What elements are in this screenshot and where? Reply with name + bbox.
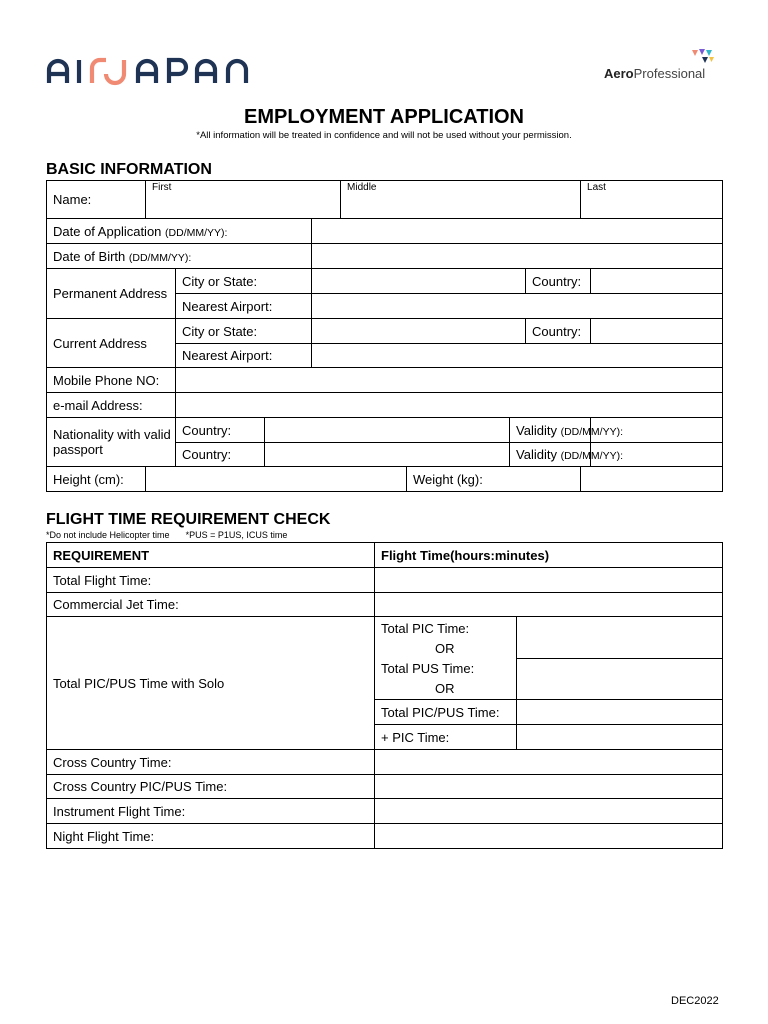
flight-time-column-header: Flight Time(hours:minutes) [375, 543, 723, 568]
passport1-country-field[interactable] [265, 418, 510, 443]
cross-country-picpus-time-label: Cross Country PIC/PUS Time: [47, 775, 375, 799]
date-of-birth-field[interactable] [312, 244, 723, 269]
perm-city-field[interactable] [312, 269, 526, 294]
requirement-column-header: REQUIREMENT [47, 543, 375, 568]
weight-field[interactable] [581, 467, 723, 492]
curr-city-label: City or State: [176, 319, 312, 344]
nationality-label: Nationality with valid passport [47, 418, 176, 467]
picpus-solo-label: Total PIC/PUS Time with Solo [47, 617, 375, 750]
total-picpus-time-label: Total PIC/PUS Time: [375, 700, 517, 725]
total-pus-time-field[interactable] [517, 658, 723, 700]
email-field[interactable] [176, 393, 723, 418]
plus-pic-time-label: + PIC Time: [375, 725, 517, 750]
perm-country-label: Country: [526, 269, 591, 294]
cross-country-picpus-time-field[interactable] [375, 775, 723, 799]
flight-time-heading: FLIGHT TIME REQUIREMENT CHECK [46, 511, 331, 528]
perm-city-label: City or State: [176, 269, 312, 294]
helicopter-note: *Do not include Helicopter time *PUS = P1US, ICUS time [46, 530, 288, 540]
instrument-flight-time-label: Instrument Flight Time: [47, 799, 375, 824]
date-of-application-label: Date of Application (DD/MM/YY): [47, 219, 312, 244]
passport2-country-field[interactable] [265, 443, 510, 467]
last-name-caption: Last [581, 181, 723, 195]
commercial-jet-time-field[interactable] [375, 593, 723, 617]
weight-label: Weight (kg): [407, 467, 581, 492]
height-label: Height (cm): [47, 467, 146, 492]
first-name-field[interactable] [146, 195, 341, 219]
document-date-code: DEC2022 [671, 995, 719, 1007]
instrument-flight-time-field[interactable] [375, 799, 723, 824]
first-name-caption: First [146, 181, 341, 195]
basic-information-table [46, 180, 723, 492]
cross-country-time-label: Cross Country Time: [47, 750, 375, 775]
middle-name-field[interactable] [341, 195, 581, 219]
passport1-country-label: Country: [176, 418, 265, 443]
perm-airport-field[interactable] [312, 294, 723, 319]
night-flight-time-label: Night Flight Time: [47, 824, 375, 849]
date-of-application-field[interactable] [312, 219, 723, 244]
basic-information-heading: BASIC INFORMATION [46, 161, 212, 178]
page-title: EMPLOYMENT APPLICATION [244, 106, 524, 128]
permanent-address-label: Permanent Address [47, 269, 176, 319]
date-of-birth-label: Date of Birth (DD/MM/YY): [47, 244, 312, 269]
pic-or-pus-labels: Total PIC Time: OR Total PUS Time: OR [375, 617, 517, 700]
name-label: Name: [47, 181, 146, 219]
curr-country-field[interactable] [591, 319, 723, 344]
total-flight-time-label: Total Flight Time: [47, 568, 375, 593]
height-field[interactable] [146, 467, 407, 492]
curr-city-field[interactable] [312, 319, 526, 344]
passport2-validity-label: Validity (DD/MM/YY): [510, 443, 591, 467]
curr-airport-field[interactable] [312, 344, 723, 368]
flight-time-table [46, 542, 723, 849]
aeroprofessional-logo: AeroProfessional [604, 66, 706, 81]
commercial-jet-time-label: Commercial Jet Time: [47, 593, 375, 617]
plus-pic-time-field[interactable] [517, 725, 723, 750]
curr-airport-label: Nearest Airport: [176, 344, 312, 368]
aeroprofessional-mark-icon [690, 48, 716, 66]
cross-country-time-field[interactable] [375, 750, 723, 775]
last-name-field[interactable] [581, 195, 723, 219]
total-pic-time-field[interactable] [517, 617, 723, 659]
perm-country-field[interactable] [591, 269, 723, 294]
airjapan-logo [46, 58, 268, 84]
night-flight-time-field[interactable] [375, 824, 723, 849]
mobile-phone-field[interactable] [176, 368, 723, 393]
total-flight-time-field[interactable] [375, 568, 723, 593]
confidentiality-note: *All information will be treated in confidence and will not be used without your permission. [196, 130, 572, 141]
email-label: e-mail Address: [47, 393, 176, 418]
total-picpus-time-field[interactable] [517, 700, 723, 725]
passport2-country-label: Country: [176, 443, 265, 467]
current-address-label: Current Address [47, 319, 176, 368]
middle-name-caption: Middle [341, 181, 581, 195]
passport1-validity-label: Validity (DD/MM/YY): [510, 418, 591, 443]
curr-country-label: Country: [526, 319, 591, 344]
mobile-phone-label: Mobile Phone NO: [47, 368, 176, 393]
perm-airport-label: Nearest Airport: [176, 294, 312, 319]
